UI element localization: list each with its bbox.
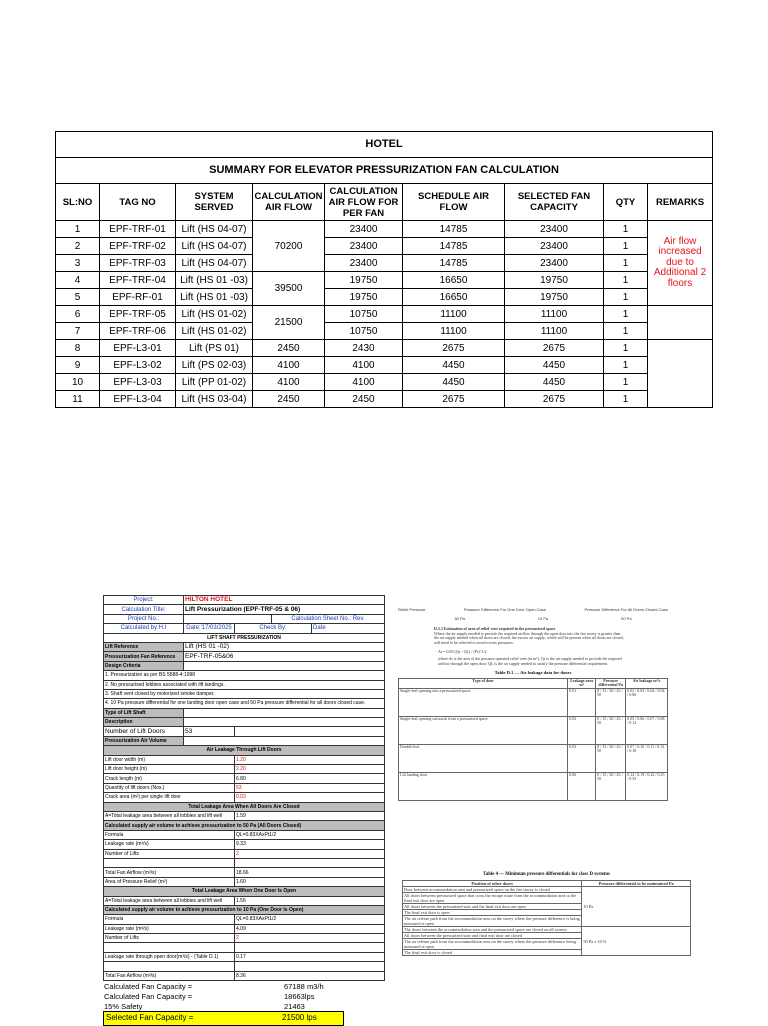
one-door-value: 10 Pa [537,616,549,621]
cell: Lift (HS 03-04) [176,391,253,408]
a-total-closed-value: 1.59 [235,811,385,820]
cell: Lift (PP 01-02) [176,374,253,391]
total-fan-closed: 18.66 [235,868,385,877]
open-door-label: Leakage rate through open door(m³/s) - (Table D.1) [104,952,235,961]
cell: 1 [604,391,648,408]
cell: EPF-TRF-01 [100,221,176,238]
d1-header: Type of door [399,678,568,688]
remarks-empty-cell [648,306,713,340]
t4-header: Pressure differential to be maintained Pa [582,881,691,887]
table-row [56,255,713,272]
cell: Double-leaf [399,744,568,772]
remarks-cell: Air flow increased due to Additional 2 floors [648,221,713,306]
cell: 1 [604,255,648,272]
cell: 4450 [403,357,505,374]
cell: EPF-TRF-02 [100,238,176,255]
cell: 1 [604,306,648,323]
a-total-open-label: A=Total leakage area between all lobbies and lift well [104,896,235,905]
cell: EPF-RF-01 [100,289,176,306]
cell: 4100 [253,357,325,374]
cell: 1 [604,238,648,255]
clause-text: Where the air supply needed to provide the required airflow through the open door into the fire storey is greater than the air supply needed when all doors are closed, the excess air supply, which will be present when all doors are closed, will need to be relieved to avoid excess pressures. [434,630,624,645]
cell: Lift (HS 01-02) [176,306,253,323]
summary-title: SUMMARY FOR ELEVATOR PRESSURIZATION FAN CALCULATION [56,158,713,184]
relief-value: 1.60 [235,877,385,886]
cell: 19750 [325,272,403,289]
table-row [399,772,668,800]
cell: 1 [604,272,648,289]
col-header-qty: QTY [604,184,648,221]
col-header-tag: TAG NO [100,184,176,221]
cell: The air release path from the accommodation area on the storey where the pressure difference being measured is open [403,939,582,950]
cell: 2675 [505,391,604,408]
quantity-label: Quantity of lift doors (Nos.) [104,783,235,792]
project-label: Project: [104,596,184,605]
cell: 6 [56,306,100,323]
cell: All doors between the pressurized stair and the final exit door are open [403,904,582,910]
fan-reference: EPF-TRF-05&06 [184,652,385,661]
cell: 1 [604,289,648,306]
fan-reference-label: Pressurization Fan Reference [104,652,184,661]
col-header-per-fan: CALCULATION AIR FLOW FOR PER FAN [325,184,403,221]
a-total-closed-label: A=Total leakage area between all lobbies and lift well [104,811,235,820]
table-4-caption: Table 4 — Minimum pressure differentials for class D systems [483,872,610,877]
col-header-calc-airflow: CALCULATION AIR FLOW [253,184,325,221]
cell: 4450 [505,374,604,391]
formula-value: QL=0.83XAxPt1/2 [235,830,385,839]
quantity-value: 53 [235,783,385,792]
cell: 4450 [403,374,505,391]
lifts-label: Number of Lifts [104,934,235,943]
cell: 8 / 15 / 20 / 25 / 50 [596,772,626,800]
total-fan-open: 8.36 [235,971,385,980]
cell: 16650 [403,289,505,306]
table-row [56,323,713,340]
a-total-open-value: 1.56 [235,896,385,905]
col-header-system: SYSTEM SERVED [176,184,253,221]
cell: 8 [56,340,100,357]
cell: 23400 [505,221,604,238]
formula-label: Formula [104,830,235,839]
cell: 14785 [403,255,505,272]
cell: Lift (HS 01-02) [176,323,253,340]
open-heading: Total Leakage Area When One Door Is Open [104,887,385,896]
group-airflow-cell: 70200 [253,221,325,272]
table-row [56,238,713,255]
design-criteria: Design Criteria [104,661,184,670]
table-row [399,744,668,772]
table-row [403,887,691,893]
cell: 23400 [505,255,604,272]
cell: All doors between the pressurized stair and final exit door are closed [403,933,582,939]
t4-value-10pa: 10 Pa [582,887,691,927]
cell: EPF-TRF-03 [100,255,176,272]
selected-value: 21500 lps [282,1013,317,1022]
col-header-selected: SELECTED FAN CAPACITY [505,184,604,221]
cell: Lift (PS 02-03) [176,357,253,374]
one-door-open-label: Pressure Difference For One Door Open Case [463,607,546,612]
leakage-rate-label: Leakage rate (m³/s) [104,840,235,849]
cell: Lift (HS 04-07) [176,255,253,272]
cell: 1 [56,221,100,238]
formula-value: QL=0.83XAxPt1/2 [235,915,385,924]
group-airflow-cell: 21500 [253,306,325,340]
reference-document [398,607,668,801]
table-row [56,340,713,357]
cell: 11 [56,391,100,408]
cell: 11100 [403,306,505,323]
cell: 9 [56,357,100,374]
relief-value: 50 Pa [454,616,465,621]
capacity-label: Calculated Fan Capacity = [104,982,193,991]
all-closed-value: 50 Pa [621,616,632,621]
closed-heading: Total Leakage Area When All Doors Are Closed [104,802,385,811]
lifts-label: Number of Lifts [104,849,235,858]
cell: 4 [56,272,100,289]
table-row [56,221,713,238]
total-fan-open-label: Total Fan Airflow (m³/s) [104,971,235,980]
safety-value: 21463 [284,1002,305,1011]
lifts-open: 2 [235,934,385,943]
relief-pressure-label: Relief Pressure [398,607,426,612]
project-name: HILTON HOTEL [184,596,385,605]
cell: 0.01 [568,688,596,716]
table-d1-caption: Table D.1 — Air leakage data for doors [494,669,572,675]
description: Description [104,718,184,727]
cell: EPF-L3-02 [100,357,176,374]
cell: 2 [56,238,100,255]
calc-title-label: Calculation Title: [104,605,184,614]
d1-header: Pressure differential Pa [596,678,626,688]
relief-label: Area of Pressure Relief (m²) [104,877,235,886]
cell: The air release path from the accommodation area on the storey where the pressure difference is being measured is open [403,916,582,927]
cell: Single-leaf opening outwards from a pressurized space [399,716,568,744]
cell: 14785 [403,238,505,255]
cell: 1 [604,374,648,391]
lift-reference: Lift (HS 01 -02) [184,642,385,651]
door-height-label: Lift door height (m) [104,765,235,774]
cell: 23400 [325,255,403,272]
cell: 11100 [403,323,505,340]
t4-value-50pa: 50 Pa ± 10 % [582,927,691,956]
cell: 2450 [325,391,403,408]
hotel-title: HOTEL [56,132,713,158]
cell: 5 [56,289,100,306]
table-row [56,357,713,374]
t4-header: Position of other doors [403,881,582,887]
table-row [56,289,713,306]
cell: Door between accommodation area and pressurized space on the fire storey is closed [403,887,582,893]
cell: 2450 [253,340,325,357]
cell: 10750 [325,323,403,340]
air-volume-heading: Pressurization Air Volume [104,736,184,745]
cell: 0.03 [568,744,596,772]
criteria-2: 2. No pressurised lobbies associated with lift landings. [104,680,385,689]
capacity-label: Calculated Fan Capacity = [104,992,193,1001]
cell: 2675 [403,391,505,408]
d1-header: Air leakage m³/s [626,678,668,688]
capacity-m3h: 67188 m3/h [284,982,324,991]
open-door-value: 0.17 [235,952,385,961]
table-row [56,272,713,289]
lift-reference-label: Lift Reference [104,642,184,651]
safety-label: 15% Safety [104,1002,143,1011]
cell: Lift (PS 01) [176,340,253,357]
crack-area-label: Crack area (m²) per single lift door [104,793,235,802]
all-closed-label: Pressure Difference For All Doors Closed Case [584,607,668,612]
closed-supply-heading: Calculated supply air volume to achieve pressurization to 50 Pa (All Doors Closed) [104,821,385,830]
clause-paragraph [434,627,624,645]
clause-title: D.3.3 Estimation of area of relief vent required in the pressurized space [434,626,556,631]
cell: 16650 [403,272,505,289]
cell: Lift (HS 01 -03) [176,272,253,289]
check-by: Check By: [235,624,312,633]
cell: EPF-TRF-05 [100,306,176,323]
crack-area-value: 0.03 [235,793,385,802]
reference-header [398,607,668,612]
cell: EPF-L3-03 [100,374,176,391]
group-airflow-cell: 39500 [253,272,325,306]
cell: 0.05 / 0.06 / 0.07 / 0.08 / 0.12 [626,716,668,744]
calculation-sheet [103,595,385,981]
date-label: Date [312,624,385,633]
cell: EPF-L3-01 [100,340,176,357]
capacity-lps: 18663lps [284,992,315,1001]
cell: 2430 [325,340,403,357]
calculated-by: Calculated by:H.I [104,624,184,633]
total-fan-closed-label: Total Fan Airflow (m³/s) [104,868,235,877]
cell: 23400 [325,221,403,238]
cell: Lift (HS 01 -03) [176,289,253,306]
col-header-schedule: SCHEDULE AIR FLOW [403,184,505,221]
cell: The final exit door is open [403,910,582,916]
cell: 4450 [505,357,604,374]
leakage-rate-open: 4.09 [235,924,385,933]
date-value: Date:'17/03/2025 [184,624,235,633]
cell: 1 [604,340,648,357]
cell: 0.06 [568,772,596,800]
col-header-remarks: REMARKS [648,184,713,221]
cell: 4100 [253,374,325,391]
d1-header: Leakage area m² [568,678,596,688]
cell: 2675 [403,340,505,357]
cell: 4100 [325,374,403,391]
criteria-4: 4. 10 Pa pressure differential for one landing door open case and 50 Pa pressure differential for all doors closed case. [104,699,385,708]
cell: EPF-L3-04 [100,391,176,408]
criteria-3: 3. Shaft vent closed by motorized smoke damper. [104,689,385,698]
cell: 0.07 / 0.10 / 0.11 / 0.13 / 0.18 [626,744,668,772]
cell: 1 [604,221,648,238]
cell: 3 [56,255,100,272]
summary-table [55,131,713,408]
cell: 4100 [325,357,403,374]
table-4 [402,880,691,956]
cell: 0.14 / 0.19 / 0.22 / 0.25 / 0.35 [626,772,668,800]
cell: 0.02 [568,716,596,744]
formula-legend: where Ar is the area of the pressure operated relief vent (in m²); Qs is the air supply needed to provide the required airflow through the open door; QL is the air supply needed to satisfy the pressure differential requirement. [438,656,622,666]
door-height-value: 2.20 [235,765,385,774]
cell: 2675 [505,340,604,357]
cell: 10 [56,374,100,391]
cell: Lift (HS 04-07) [176,238,253,255]
cell: 19750 [325,289,403,306]
section-title: LIFT SHAFT PRESSURIZATION [104,633,385,642]
type-of-shaft: Type of Lift Shaft [104,708,184,717]
cell: 2450 [253,391,325,408]
cell: EPF-TRF-06 [100,323,176,340]
cell: The final exit door is closed [403,950,582,956]
cell: 7 [56,323,100,340]
cell: 10750 [325,306,403,323]
cell: 14785 [403,221,505,238]
cell: 19750 [505,289,604,306]
door-width-label: Lift door width (m) [104,755,235,764]
project-no-label: Project No.: [104,614,184,623]
door-width-value: 1.20 [235,755,385,764]
cell: 11100 [505,306,604,323]
crack-length-value: 6.80 [235,774,385,783]
cell: 8 / 15 / 20 / 25 / 50 [596,688,626,716]
sheet-no-label: Calculation Sheet No.: Rev. [272,614,385,623]
table-row [403,927,691,933]
leakage-rate-closed: 9.33 [235,840,385,849]
lift-doors-label: Number of Lift Doors [104,727,184,736]
table-row [399,716,668,744]
table-row [56,374,713,391]
table-row [56,306,713,323]
lift-doors-value: 53 [184,727,235,736]
cell: EPF-TRF-04 [100,272,176,289]
cell: Single-leaf opening into a pressurized space [399,688,568,716]
cell: 1 [604,357,648,374]
cell: 0.02 / 0.03 / 0.04 / 0.04 / 0.06 [626,688,668,716]
cell: 19750 [505,272,604,289]
cell: 11100 [505,323,604,340]
remarks-empty-cell [648,340,713,408]
cell: 1 [604,323,648,340]
cell: 8 / 15 / 20 / 25 / 50 [596,744,626,772]
table-d1 [398,678,668,801]
cell: Lift landing door [399,772,568,800]
table-row [399,688,668,716]
criteria-1: 1. Pressurization as per BS 5588-4:1998 [104,671,385,680]
leakage-doors-heading: Air Leakage Through Lift Doors [104,746,385,755]
cell: 8 / 15 / 20 / 25 / 50 [596,716,626,744]
project-no-value [184,614,272,623]
calc-title: Lift Pressurization (EPF-TRF-05 & 06) [184,605,385,614]
reference-values [398,616,668,621]
cell: The doors between the accommodation area and the pressurized space are closed on all storeys [403,927,582,933]
cell: All doors between pressurized space that cross the escape route from the accommodation area to the final exit door are open [403,893,582,904]
formula-label: Formula [104,915,235,924]
open-supply-heading: Calculated supply air volume to achieve pressurization to 10 Pa (One Door Is Open) [104,905,385,914]
relief-formula: Ar = 0.83 (Qs - QL) / (Pr)^1/2 [438,649,487,655]
lifts-closed: 2 [235,849,385,858]
cell: 23400 [505,238,604,255]
table-row [56,391,713,408]
cell: Lift (HS 04-07) [176,221,253,238]
cell: 23400 [325,238,403,255]
crack-length-label: Crack length (m) [104,774,235,783]
leakage-rate-label: Leakage rate (m³/s) [104,924,235,933]
selected-label: Selected Fan Capacity = [106,1013,194,1022]
col-header-slno: SL:NO [56,184,100,221]
